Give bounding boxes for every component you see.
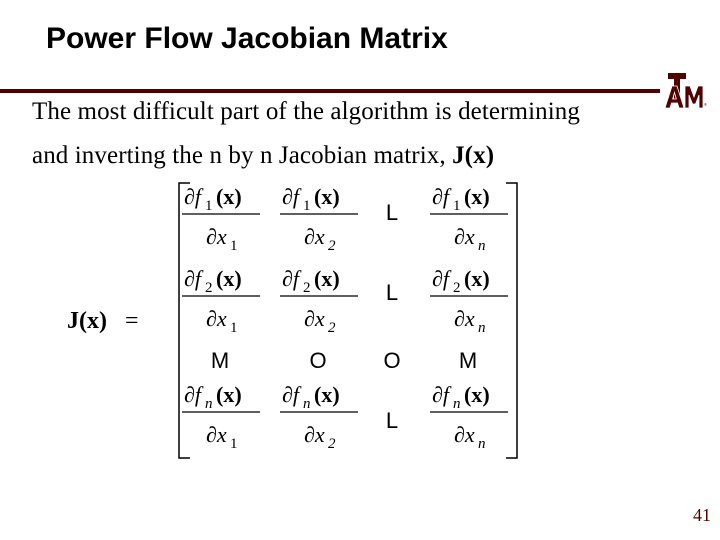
f-subscript: 1 [205, 198, 213, 214]
partial-x: ∂x [304, 306, 325, 331]
partial-f: ∂f [432, 266, 449, 291]
f-subscript: 1 [453, 198, 461, 214]
lhs-symbol: J(x) [67, 308, 107, 334]
x-subscript: n [478, 320, 486, 336]
matrix-ellipsis: L [385, 280, 399, 305]
matrix-ellipsis: O [309, 348, 327, 373]
x-subscript: 2 [328, 320, 336, 336]
matrix-ellipsis: M [458, 348, 478, 373]
svg-text:®: ® [704, 102, 707, 107]
partial-f: ∂f [184, 266, 201, 291]
function-argument: (x) [314, 266, 340, 291]
jacobian-symbol-inline: J(x) [452, 142, 495, 169]
partial-x: ∂x [304, 422, 325, 447]
partial-f: ∂f [432, 184, 449, 209]
partial-f: ∂f [282, 266, 299, 291]
partial-x: ∂x [206, 306, 227, 331]
function-argument: (x) [314, 382, 340, 407]
matrix-ellipsis: L [385, 200, 399, 225]
partial-f: ∂f [282, 184, 299, 209]
body-line-2-text: and inverting the n by n Jacobian matrix, [32, 142, 453, 169]
f-subscript: 2 [453, 280, 461, 296]
matrix-ellipsis: L [385, 408, 399, 433]
x-subscript: 1 [230, 436, 238, 452]
matrix-ellipsis: M [210, 348, 230, 373]
partial-f: ∂f [184, 184, 201, 209]
partial-x: ∂x [454, 306, 475, 331]
equals-sign: = [124, 308, 139, 334]
f-subscript: 2 [205, 280, 213, 296]
partial-f: ∂f [432, 382, 449, 407]
partial-f: ∂f [184, 382, 201, 407]
f-subscript: n [303, 396, 311, 412]
x-subscript: 1 [230, 320, 238, 336]
partial-f: ∂f [282, 382, 299, 407]
right-bracket [506, 183, 517, 458]
partial-x: ∂x [304, 224, 325, 249]
f-subscript: n [453, 396, 461, 412]
function-argument: (x) [464, 382, 490, 407]
f-subscript: 1 [303, 198, 311, 214]
f-subscript: 2 [303, 280, 311, 296]
x-subscript: 2 [328, 436, 336, 452]
function-argument: (x) [464, 266, 490, 291]
partial-x: ∂x [454, 224, 475, 249]
function-argument: (x) [314, 184, 340, 209]
function-argument: (x) [216, 266, 242, 291]
x-subscript: n [478, 238, 486, 254]
f-subscript: n [205, 396, 213, 412]
partial-x: ∂x [454, 422, 475, 447]
partial-x: ∂x [206, 422, 227, 447]
page-number: 41 [693, 505, 711, 525]
matrix-ellipsis: O [383, 348, 401, 373]
x-subscript: 2 [328, 238, 336, 254]
x-subscript: 1 [230, 238, 238, 254]
function-argument: (x) [216, 184, 242, 209]
partial-x: ∂x [206, 224, 227, 249]
function-argument: (x) [464, 184, 490, 209]
slide-title: Power Flow Jacobian Matrix [46, 22, 448, 55]
left-bracket [179, 183, 190, 458]
x-subscript: n [478, 436, 486, 452]
function-argument: (x) [216, 382, 242, 407]
body-line-1: The most difficult part of the algorithm is determining [32, 98, 580, 125]
